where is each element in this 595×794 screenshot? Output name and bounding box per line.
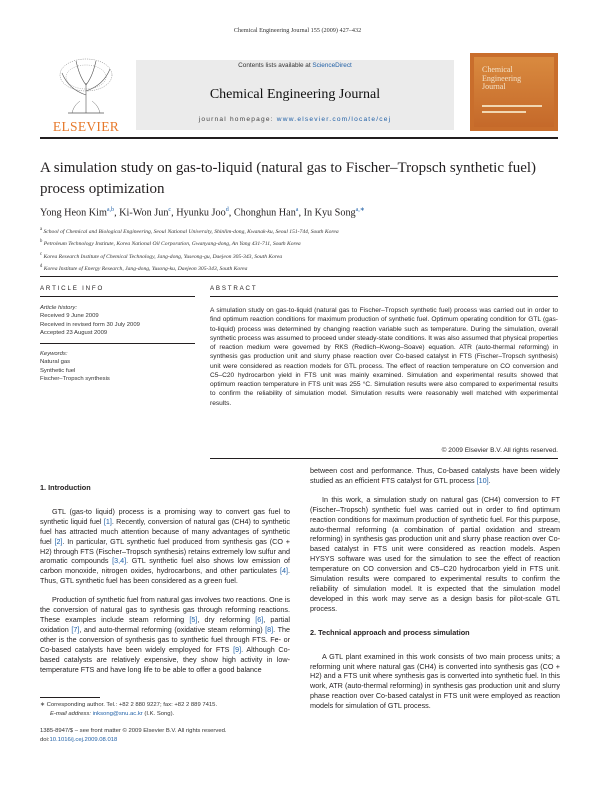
section-heading: 2. Technical approach and process simulation [310,627,470,637]
body-paragraph: Production of synthetic fuel from natural gas involves two reactions. One is the conversion of natural gas to synthesis gas through reforming reactions. These examples include steam reforming [5], dry reforming [6], partial oxidation [7], and auto-thermal reforming (oxidative steam reforming) [8]. The other is the conversion of synthesis gas to synthetic fuel through FTS. Fe- or Co-based catalysts have been widely employed for FTS [9]. Although Co-based catalysts are relatively expensive, they show high activity in low-temperature FTS and have long life to be able to offer a good balance [40,595,290,674]
divider [40,276,558,277]
article-history [40,304,195,337]
issn-line: 1385-8947/$ – see front matter © 2009 Elsevier B.V. All rights reserved. [40,728,227,734]
body-column-left [40,483,290,683]
footnote-rule [40,697,100,698]
doi-link[interactable]: 10.1016/j.cej.2009.08.018 [49,736,118,743]
author-affil-marker[interactable]: a [295,207,299,213]
received-date: Received 9 June 2009 [40,313,99,320]
citation-link[interactable]: [5] [189,614,198,624]
citation-link[interactable]: [7] [71,624,80,634]
section-heading: 1. Introduction [40,483,91,492]
citation-link[interactable]: [6] [255,614,264,624]
masthead-banner [136,60,454,130]
citation-link[interactable]: [8] [265,624,274,634]
publisher-wordmark: ELSEVIER [52,119,120,134]
affiliation-item: $^c$ Korea Research Institute of Chemical Technology, Jang-dong, Yuseong-gu, Daejeon 305-343, South Korea [40,251,283,260]
citation-link[interactable]: [2] [54,536,63,546]
author-name: Ki-Won Jun [119,207,169,219]
elsevier-logo [40,53,132,134]
abstract-text: A simulation study on gas-to-liquid (natural gas to Fischer–Tropsch synthetic fuel) process was carried out in order to find optimum reaction conditions for maximum production of synthetic fuel. Optimum operating condition for GTL (gas-to-liquid) process was determined by changing reaction variable such as temperature. During the simulation, overall synthetic process was assumed to proceed under steady-state conditions. It was also assumed that physical properties of reaction medium were governed by RKS (Redlich–Kwong–Soave) equation. ATR (auto-thermal reforming) in synthesis gas production unit and slurry phase reaction over Co-based catalyst in FTS (Fischer–Tropsch synthesis) unit were considered as reaction models for GTL process. The effect of reaction temperature on CO conversion and C5–C20 hydrocarbon yield in FTS unit was mainly examined. Simulation and experimental results showed that optimum reaction temperature in FTS unit was 255 °C. Simulation results were also compared to experimental results to confirm the reliability of simulation model. Simulation results were reasonably well matched with experimental results. [210,307,558,407]
citation-link[interactable]: [4] [280,566,288,576]
author-name: Chonghun Han [233,207,296,219]
email-line: E-mail address: inksong@snu.ac.kr (I.K. Song). [50,710,175,717]
author-affil-marker[interactable]: c [168,207,172,213]
affiliation-item: $^a$ School of Chemical and Biological Engineering, Seoul National University, Shinlim-dong, Kwanak-ku, Seoul 151-744, South Korea [40,227,339,235]
contents-prefix: Contents lists available at [238,62,313,69]
divider [210,458,558,459]
abstract-heading: ABSTRACT [210,285,258,292]
keywords-label: Keywords: [40,351,68,357]
article-info-heading: ARTICLE INFO [40,285,105,292]
tree-logo-icon [54,55,118,117]
author-name: Hyunku Joo [176,207,226,219]
masthead [40,53,558,133]
citation-link[interactable]: [9] [233,644,242,654]
keyword-item: Fischer–Tropsch synthesis [40,375,110,382]
citation-link[interactable]: [1] [103,516,112,526]
copyright-line: © 2009 Elsevier B.V. All rights reserved. [441,447,558,454]
body-paragraph: GTL (gas-to liquid) process is a promising way to convert gas fuel to synthetic liquid fuel [1]. Recently, conversion of natural gas (CH4) to synthetic fuel has attracted much attention because of many advantages of synthetic fuel [2]. In particular, GTL synthetic fuel produced from synthesis gas (CO + H2) through FTS (Fischer–Tropsch synthesis) retains extremely low sulfur and aromatic compounds [3,4]. GTL synthetic fuel also shows low emission of carbon monoxide, nitrogen oxides, hydrocarbons, and other particulates [4]. Thus, GTL synthetic fuel has been considered as a green fuel. [40,506,290,586]
email-link[interactable]: inksong@snu.ac.kr [92,710,143,717]
author-affil-marker[interactable]: a,b [106,207,115,213]
footnote-marker: ∗ [40,702,45,708]
keyword-item: Synthetic fuel [40,367,76,374]
cover-title: Chemical Engineering Journal [482,65,522,91]
journal-title: Chemical Engineering Journal [209,87,381,102]
journal-homepage [136,116,454,123]
divider [40,343,195,344]
affiliation-item: $^b$ Petroleum Technology Institute, Korea National Oil Corporation, Gwanyang-dong, An Yang 431-711, South Korea [40,239,301,248]
affiliation-item: $^d$ Korea Institute of Energy Research, Jang-dong, Yusong-ku, Daejeon 305-343, South Korea [40,264,248,273]
citation-link[interactable]: [3,4] [112,556,127,566]
homepage-link[interactable]: www.elsevier.com/locate/cej [276,116,392,123]
author-affil-marker[interactable]: a,∗ [355,207,365,213]
body-paragraph: A GTL plant examined in this work consists of two main process units; a reforming unit where natural gas (CH4) is converted into synthesis gas (CO + H2) and a FTS unit where synthesis gas is converted into synthetic fuel. In this work, ATR (auto-thermal reforming) in synthesis gas production unit and slurry phase reaction over Co-based catalyst in FTS unit were employed as reaction models for simulation of GTL process. [310,651,560,711]
issn-block [40,727,290,744]
citation-link[interactable]: [10] [476,475,489,485]
revised-date: Received in revised form 30 July 2009 [40,321,140,328]
keywords [40,350,195,383]
history-label: Article history: [40,305,77,311]
contents-line [136,62,454,69]
journal-cover [470,53,558,131]
author-affil-marker[interactable]: d [225,207,229,213]
keyword-item: Natural gas [40,359,71,366]
body-paragraph: between cost and performance. Thus, Co-based catalysts have been widely studied as an efficient FTS catalyst for GTL process [10]. [310,466,560,485]
accepted-date: Accepted 23 August 2009 [40,329,108,336]
corresponding-author-note: ∗ Corresponding author. Tel.: +82 2 880 9227; fax: +82 2 889 7415. [40,702,218,708]
author-name: Yong Heon Kim [40,207,107,219]
sciencedirect-link[interactable]: ScienceDirect [312,62,352,69]
divider [210,296,558,297]
author-list: Yong Heon Kim$^{a,b}$, Ki-Won Jun$^c$, Hyunku Joo$^d$, Chonghun Han$^a$, In Kyu Song$^{a,∗}$ [40,207,365,219]
masthead-rule [40,137,558,139]
body-column-right [310,466,560,720]
affiliations [40,225,560,275]
footnote [40,701,290,718]
homepage-prefix: journal homepage: [198,116,277,123]
article-title: A simulation study on gas-to-liquid (natural gas to Fischer–Tropsch synthetic fuel) process optimization [40,160,537,197]
divider [40,296,195,297]
author-name: In Kyu Song [303,207,356,219]
body-paragraph: In this work, a simulation study on natural gas (CH4) conversion to FT (Fischer–Tropsch) synthetic fuel was carried out in order to find optimum reaction conditions for maximum production of synthetic fuel. For this purpose, auto-thermal reforming (a combination of partial oxidation and stream reforming) in synthesis gas production unit and slurry phase reaction over Co-based catalyst in FTS unit were considered as reaction models. Aspen HYSYS software was used for the simulation to see the effect of reaction temperature on CO conversion and C5–C20 hydrocarbon yield in FTS unit. Simulation results were compared to experimental results to confirm the reliability of simulation model. It is expected that the simulation model developed in this work may serve as a design basis for pilot-scale GTL process. [310,494,560,613]
doi-line: doi:10.1016/j.cej.2009.08.018 [40,736,118,743]
running-head: Chemical Engineering Journal 155 (2009) 427–432 [233,27,362,34]
